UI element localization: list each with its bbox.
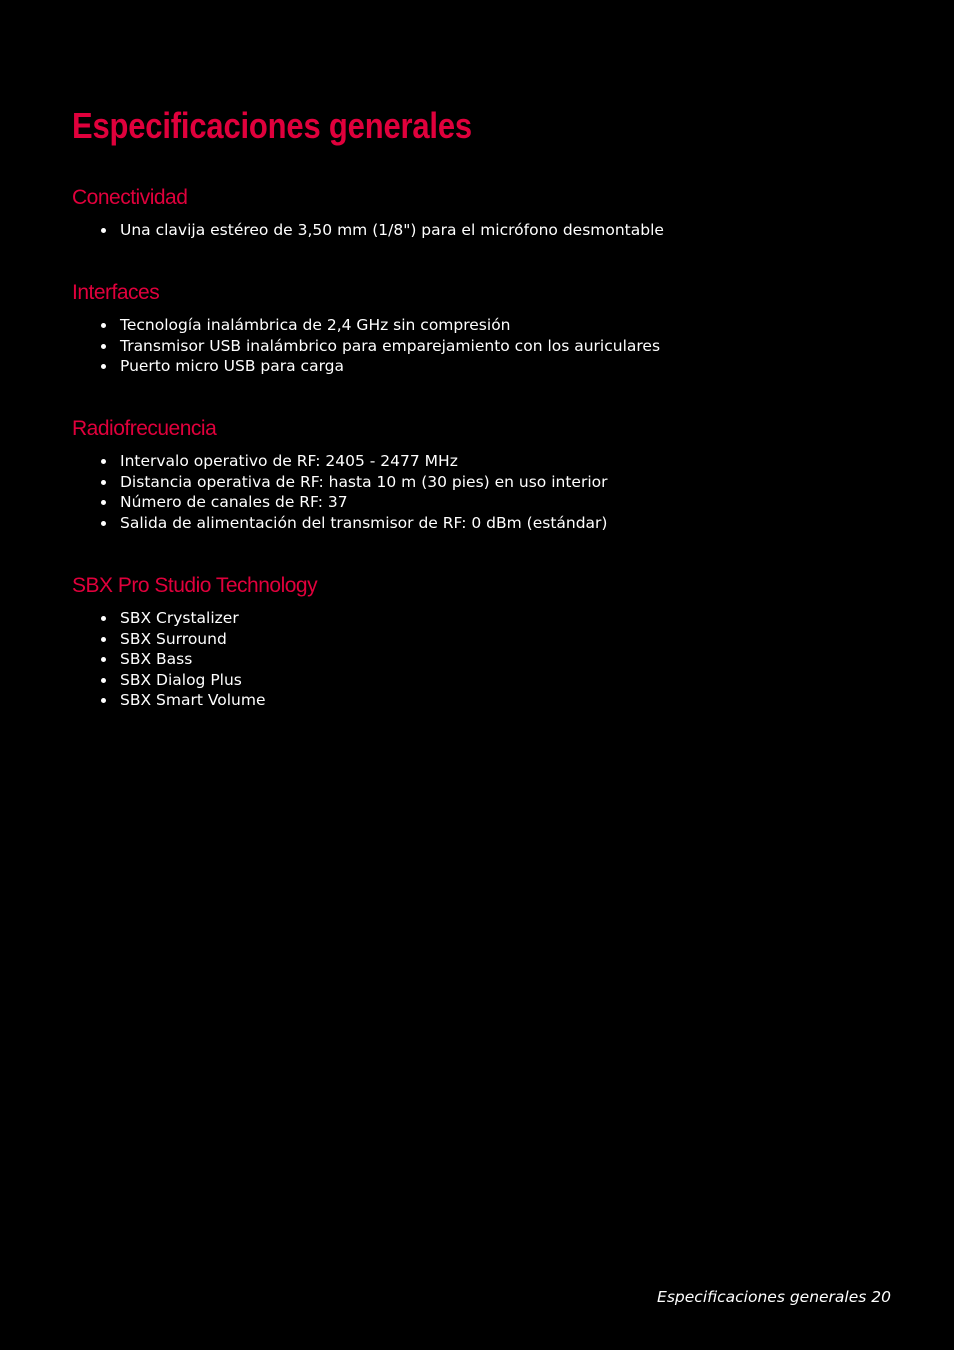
bullet-dot-icon (101, 459, 106, 464)
section-heading: Interfaces (72, 281, 160, 304)
list-item-text: Intervalo operativo de RF: 2405 - 2477 MHz (120, 452, 458, 470)
page-footer: Especificaciones generales 20 (657, 1288, 891, 1306)
list-item (72, 608, 892, 629)
list-item-text: Transmisor USB inalámbrico para emparejamiento con los auriculares (120, 336, 661, 355)
section-sbx-pro-studio (72, 573, 892, 711)
list-item-text: SBX Smart Volume (120, 691, 266, 709)
section-heading: SBX Pro Studio Technology (72, 574, 318, 597)
list-item-text: Número de canales de RF: 37 (120, 493, 348, 511)
list-item (72, 451, 892, 472)
list-item-text: SBX Bass (120, 650, 193, 668)
bullet-dot-icon (101, 521, 106, 526)
section-heading: Radiofrecuencia (72, 417, 217, 440)
bullet-dot-icon (101, 678, 106, 683)
bullet-dot-icon (101, 698, 106, 703)
list-item (72, 356, 892, 377)
list-item (72, 220, 892, 241)
page-title: Especificaciones generales (72, 105, 472, 146)
list-item-text: Puerto micro USB para carga (120, 357, 345, 375)
list-item-text: SBX Crystalizer (120, 609, 239, 627)
bullet-list (72, 451, 892, 533)
bullet-dot-icon (101, 364, 106, 369)
list-item (72, 492, 892, 513)
list-item (72, 472, 892, 493)
list-item (72, 315, 892, 336)
bullet-list (72, 608, 892, 711)
bullet-dot-icon (101, 323, 106, 328)
section-heading: Conectividad (72, 186, 188, 209)
bullet-dot-icon (101, 500, 106, 505)
list-item-text: Una clavija estéreo de 3,50 mm (1/8") para el micrófono desmontable (120, 221, 664, 239)
list-item (72, 629, 892, 650)
section-radiofrecuencia (72, 416, 892, 533)
list-item-text: Tecnología inalámbrica de 2,4 GHz sin compresión (120, 316, 511, 334)
list-item (72, 513, 892, 534)
bullet-dot-icon (101, 480, 106, 485)
bullet-dot-icon (101, 344, 106, 349)
list-item (72, 336, 892, 357)
list-item (72, 670, 892, 691)
bullet-dot-icon (101, 657, 106, 662)
bullet-list (72, 315, 892, 377)
bullet-dot-icon (101, 616, 106, 621)
list-item-text: Salida de alimentación del transmisor de RF: 0 dBm (estándar) (120, 513, 608, 532)
list-item-text: Distancia operativa de RF: hasta 10 m (30 pies) en uso interior (120, 472, 608, 491)
bullet-list (72, 220, 892, 241)
bullet-dot-icon (101, 637, 106, 642)
bullet-dot-icon (101, 228, 106, 233)
list-item (72, 649, 892, 670)
list-item (72, 690, 892, 711)
section-interfaces (72, 280, 892, 377)
section-conectividad (72, 185, 892, 241)
list-item-text: SBX Dialog Plus (120, 670, 242, 689)
list-item-text: SBX Surround (120, 629, 227, 648)
